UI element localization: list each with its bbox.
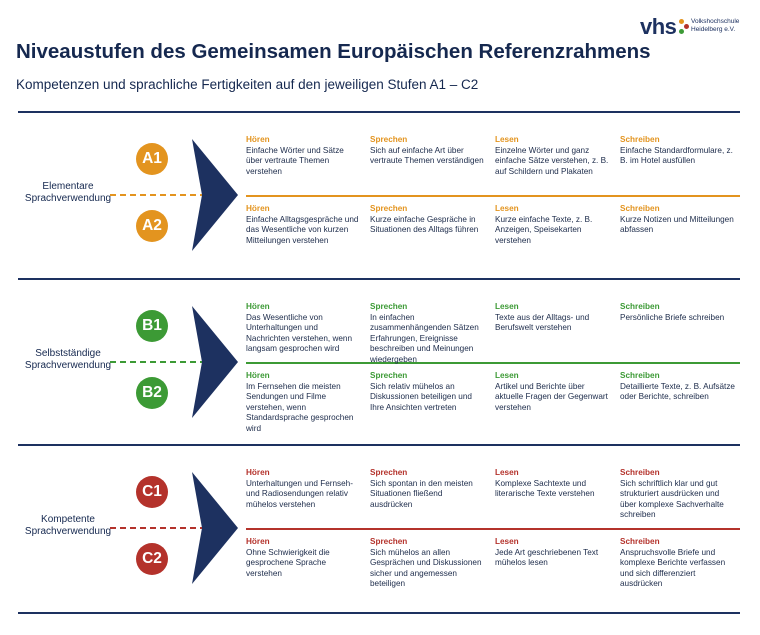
skill-cell-sprechen — [370, 537, 486, 590]
skill-cell-sprechen — [370, 302, 486, 365]
skill-text: Einzelne Wörter und ganz einfache Sätze verstehen, z. B. auf Schildern und Plakaten — [495, 145, 609, 176]
skill-cell-lesen — [495, 468, 611, 500]
group-label-line2: Sprachverwendung — [24, 193, 112, 204]
skill-text: Anspruchsvolle Briefe und komplexe Berichte verfassen und sich differenziert ausdrücken — [620, 547, 726, 588]
skill-heading: Sprechen — [370, 204, 408, 213]
level-badge-a2: A2 — [136, 210, 168, 242]
group-label — [18, 181, 118, 205]
logo-brand: vhs — [640, 14, 677, 39]
skill-text: Sich auf einfache Art über vertraute Themen verständigen — [370, 145, 484, 165]
skill-heading: Hören — [246, 135, 270, 144]
group-elementare — [18, 113, 740, 277]
skill-text: Persönliche Briefe schreiben — [620, 312, 725, 322]
skill-text: Im Fernsehen die meisten Sendungen und Filme verstehen, wenn Standardsprache gesprochen wird — [246, 381, 354, 433]
page-title: Niveaustufen des Gemeinsamen Europäischen Referenzrahmens — [16, 40, 651, 63]
group-selbststaendige — [18, 280, 740, 444]
skill-text: Detaillierte Texte, z. B. Aufsätze oder Berichte, schreiben — [620, 381, 735, 401]
skill-heading: Sprechen — [370, 302, 408, 311]
skill-text: Ohne Schwierigkeit die gesprochene Sprache verstehen — [246, 547, 330, 578]
divider-bottom — [18, 612, 740, 614]
skill-cell-hoeren — [246, 371, 362, 434]
skill-text: Einfache Alltagsgespräche und das Wesentliche von kurzen Mitteilungen verstehen — [246, 214, 359, 245]
skill-text: Artikel und Berichte über aktuelle Fragen der Gegenwart verstehen — [495, 381, 608, 412]
skill-heading: Hören — [246, 468, 270, 477]
chevron-arrow-icon — [192, 139, 238, 251]
skill-heading: Hören — [246, 302, 270, 311]
group-label-line2: Sprachverwendung — [24, 526, 112, 537]
skill-cell-schreiben — [620, 371, 736, 403]
skill-heading: Sprechen — [370, 371, 408, 380]
skill-heading: Sprechen — [370, 135, 408, 144]
level-badge-c2: C2 — [136, 543, 168, 575]
skill-text: Das Wesentliche von Unterhaltungen und Nachrichten verstehen, wenn langsam gesprochen wird — [246, 312, 353, 353]
skill-text: Sich relativ mühelos an Diskussionen beteiligen und Ihre Ansichten vertreten — [370, 381, 472, 412]
skill-heading: Schreiben — [620, 204, 660, 213]
group-label-line1: Selbstständige — [35, 348, 101, 359]
skill-text: Unterhaltungen und Fernseh- und Radiosendungen relativ mühelos verstehen — [246, 478, 353, 509]
group-label — [18, 514, 118, 538]
group-label-line1: Kompetente — [41, 514, 95, 525]
skill-cell-lesen — [495, 537, 611, 569]
level-badge-a1: A1 — [136, 143, 168, 175]
skill-cell-hoeren — [246, 302, 362, 355]
skill-text: Kurze einfache Gespräche in Situationen des Alltags führen — [370, 214, 479, 234]
skill-heading: Lesen — [495, 302, 519, 311]
page-subtitle: Kompetenzen und sprachliche Fertigkeiten auf den jeweiligen Stufen A1 – C2 — [16, 77, 479, 92]
skill-heading: Hören — [246, 371, 270, 380]
skill-cell-hoeren — [246, 537, 362, 579]
skill-text: Jede Art geschriebenen Text mühelos lesen — [495, 547, 599, 567]
skill-heading: Lesen — [495, 537, 519, 546]
skill-cell-lesen — [495, 135, 611, 177]
skill-cell-sprechen — [370, 468, 486, 510]
skill-cell-hoeren — [246, 135, 362, 177]
skill-cell-sprechen — [370, 204, 486, 236]
skill-cell-schreiben — [620, 204, 736, 236]
skill-text: Sich mühelos an allen Gesprächen und Diskussionen sicher und angemessen beteiligen — [370, 547, 482, 588]
skill-cell-schreiben — [620, 468, 736, 521]
skill-text: Komplexe Sachtexte und literarische Texte verstehen — [495, 478, 595, 498]
skill-cell-schreiben — [620, 302, 736, 323]
skill-cell-hoeren — [246, 468, 362, 510]
skill-heading: Lesen — [495, 204, 519, 213]
skill-text: Sich schriftlich klar und gut strukturiert ausdrücken und über komplexe Sachverhalte schreiben — [620, 478, 724, 519]
skill-heading: Lesen — [495, 371, 519, 380]
skill-text: Texte aus der Alltags- und Berufswelt verstehen — [495, 312, 590, 332]
level-badge-b2: B2 — [136, 377, 168, 409]
skill-cell-hoeren — [246, 204, 362, 246]
skill-cell-lesen — [495, 302, 611, 334]
level-separator — [246, 195, 740, 197]
logo-line1: Volkshochschule — [691, 18, 740, 25]
skill-text: Einfache Standardformulare, z. B. im Hotel ausfüllen — [620, 145, 733, 165]
skill-text: Kurze einfache Texte, z. B. Anzeigen, Speisekarten verstehen — [495, 214, 593, 245]
skill-heading: Hören — [246, 204, 270, 213]
skill-text: Sich spontan in den meisten Situationen fließend ausdrücken — [370, 478, 473, 509]
skill-heading: Sprechen — [370, 468, 408, 477]
skill-heading: Sprechen — [370, 537, 408, 546]
skill-heading: Hören — [246, 537, 270, 546]
skill-heading: Schreiben — [620, 468, 660, 477]
skill-cell-sprechen — [370, 135, 486, 167]
level-badge-b1: B1 — [136, 310, 168, 342]
skill-cell-sprechen — [370, 371, 486, 413]
group-label-line1: Elementare — [42, 181, 94, 192]
skill-heading: Schreiben — [620, 302, 660, 311]
logo-dots-icon — [679, 19, 689, 35]
logo-line2: Heidelberg e.V. — [691, 26, 736, 33]
chevron-arrow-icon — [192, 472, 238, 584]
skill-cell-schreiben — [620, 537, 736, 590]
group-kompetente — [18, 446, 740, 610]
skill-cell-lesen — [495, 204, 611, 246]
vhs-logo[interactable] — [640, 14, 752, 42]
skill-text: Kurze Notizen und Mitteilungen abfassen — [620, 214, 734, 234]
skill-text: In einfachen zusammenhängenden Sätzen Erfahrungen, Ereignisse beschreiben und Meinungen wiedergeben — [370, 312, 479, 364]
skill-text: Einfache Wörter und Sätze über vertraute Themen verstehen — [246, 145, 344, 176]
group-label-line2: Sprachverwendung — [24, 360, 112, 371]
skill-cell-schreiben — [620, 135, 736, 167]
logo-text — [691, 18, 739, 34]
chevron-arrow-icon — [192, 306, 238, 418]
group-label — [18, 348, 118, 372]
level-badge-c1: C1 — [136, 476, 168, 508]
level-separator — [246, 362, 740, 364]
skill-heading: Schreiben — [620, 135, 660, 144]
level-separator — [246, 528, 740, 530]
skill-heading: Lesen — [495, 135, 519, 144]
skill-heading: Schreiben — [620, 537, 660, 546]
skill-heading: Lesen — [495, 468, 519, 477]
skill-heading: Schreiben — [620, 371, 660, 380]
skill-cell-lesen — [495, 371, 611, 413]
